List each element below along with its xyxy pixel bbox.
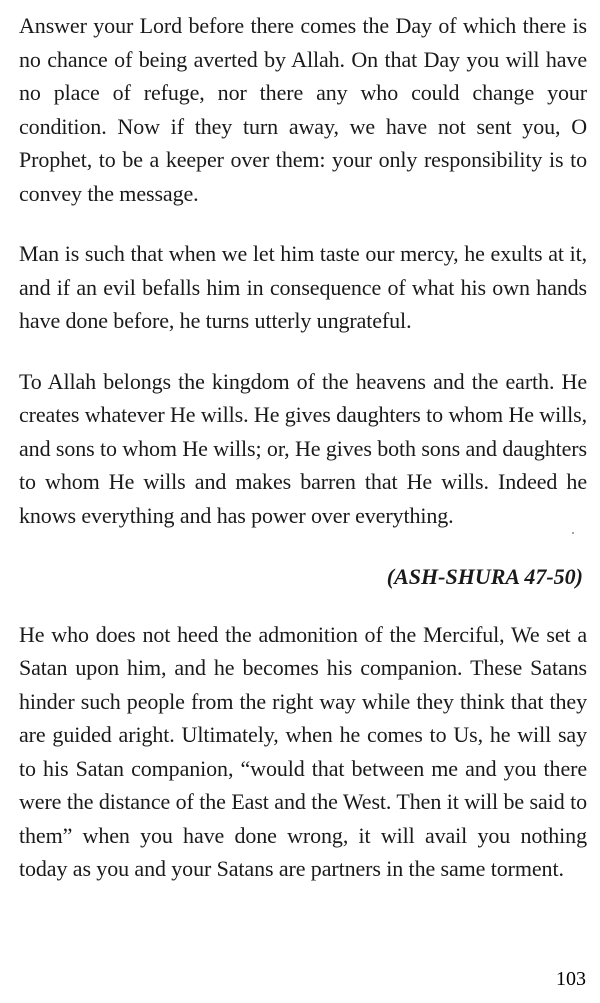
scan-speck [572, 532, 574, 534]
paragraph-answer-your-lord: Answer your Lord before there comes the Day of which there is no chance of being averted by Allah. On that Day you will have no place of refuge, nor there any who could change your condition. Now if they turn away, we have not sent you, O Prophet, to be a keeper over them: your only responsibility is to convey the message. [19, 13, 587, 206]
paragraph-admonition: He who does not heed the admonition of the Merciful, We set a Satan upon him, and he becomes his companion. These Satans hinder such people from the right way while they think that they are guided aright. Ultimately, when he comes to Us, he will say to his Satan companion, “would that between me and you there were the distance of the East and the West. Then it will be said to them” when you have done wrong, it will avail you nothing today as you and your Satans are partners in the same torment. [19, 621, 587, 881]
paragraph-to-allah-belongs: To Allah belongs the kingdom of the heavens and the earth. He creates whatever He wills. He gives daughters to whom He wills, and sons to whom He wills; or, He gives both sons and daughters to whom He wills and makes barren that He wills. Indeed he knows everything and has power over everything. [19, 368, 587, 528]
page-number: 103 [556, 968, 586, 990]
surah-citation: (ASH-SHURA 47-50) [386, 564, 583, 589]
paragraph-man-is-such: Man is such that when we let him taste our mercy, he exults at it, and if an evil befalls him in consequence of what his own hands have done before, he turns utterly ungrateful. [19, 241, 587, 333]
